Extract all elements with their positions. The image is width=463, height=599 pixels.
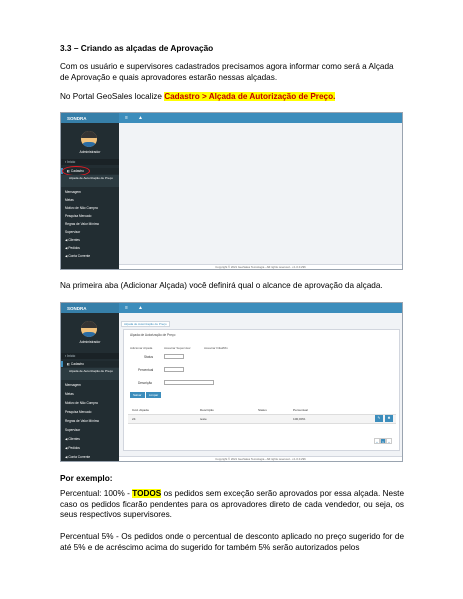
- sidebar-item-pedidos[interactable]: ◀ Pedidos: [65, 246, 80, 250]
- tab-associar-filial[interactable]: Associar Filial/Rtv: [204, 346, 228, 350]
- table-cell-percentual: 100,00%: [293, 417, 306, 421]
- sidebar-item-conta-corrente[interactable]: ◀ Conta Corrente: [65, 455, 91, 459]
- portal-instruction: [60, 92, 404, 103]
- admin-label: Administrador: [79, 150, 101, 154]
- menu-toggle-icon[interactable]: ≡: [125, 305, 128, 311]
- tab-associar-supervisor[interactable]: Associar Supervisor: [164, 346, 191, 350]
- pagination-page[interactable]: 1: [380, 438, 386, 444]
- example1-prefix: Percentual: 100% -: [60, 489, 133, 498]
- table-header-descricao: Descrição: [200, 408, 214, 412]
- table-row: [128, 414, 396, 424]
- tab-adicionar-alcada[interactable]: Adicionar Alçada: [130, 346, 153, 350]
- example-heading: Por exemplo:: [60, 473, 113, 483]
- screenshot-alcada-form: [60, 302, 403, 462]
- pagination-prev[interactable]: «: [374, 438, 380, 444]
- sidebar-item-motivo[interactable]: Motivo de Não Compra: [65, 401, 98, 405]
- descricao-input[interactable]: [164, 380, 214, 385]
- avatar: [81, 321, 97, 337]
- delete-icon[interactable]: ✖: [385, 415, 393, 422]
- sidebar-item-metas[interactable]: Metas: [65, 392, 74, 396]
- table-cell-descricao: teste: [200, 417, 207, 421]
- sidebar-item-motivo[interactable]: Motivo de Não Compra: [65, 206, 98, 210]
- salvar-button[interactable]: Salvar: [130, 392, 145, 398]
- table-header-codigo: Cód. Alçada: [132, 408, 149, 412]
- table-header-percentual: Percentual: [293, 408, 308, 412]
- sidebar-item-pedidos[interactable]: ◀ Pedidos: [65, 446, 80, 450]
- example-100-percent: [60, 489, 404, 521]
- status-label: Status: [144, 355, 154, 359]
- submenu-item-alcada[interactable]: Alçada de Autorização de Preço: [69, 369, 114, 373]
- side-header[interactable]: ▪ Início: [61, 159, 119, 165]
- brand-logo: SONDRA: [61, 303, 119, 313]
- sidebar-item-cadastro[interactable]: ◧ Cadastro: [61, 361, 119, 367]
- instruction-highlight: Cadastro > Alçada de Autorização de Preço.: [164, 92, 336, 101]
- sidebar-item-clientes[interactable]: ◀ Clientes: [65, 238, 80, 242]
- top-bar: [61, 113, 402, 123]
- sidebar: [61, 123, 119, 269]
- sidebar-item-regras[interactable]: Regras de Valor Mínimo: [65, 222, 100, 226]
- footer: Copyright © 2021 GeoSales Tecnologia - Alll rights reserved - v.1.0.0.296: [119, 264, 402, 269]
- page-tab[interactable]: Alçada de Autorização de Preço: [121, 321, 170, 327]
- sidebar-item-supervisor[interactable]: Supervisor: [65, 428, 81, 432]
- menu-toggle-icon[interactable]: ≡: [125, 115, 128, 121]
- section-heading: 3.3 – Criando as alçadas de Aprovação: [60, 43, 214, 53]
- sidebar-item-metas[interactable]: Metas: [65, 198, 74, 202]
- sidebar-item-pesquisa[interactable]: Pesquisa Mercado: [65, 214, 92, 218]
- sidebar: [61, 313, 119, 461]
- sidebar-item-clientes[interactable]: ◀ Clientes: [65, 437, 80, 441]
- example-5-percent: Percentual 5% - Os pedidos onde o percentual de desconto aplicado no preço sugerido for de até 5% e de acréscimo acima do sugerido for também 5% serão autorizados pelos: [60, 532, 404, 552]
- submenu-item-alcada[interactable]: Alçada de Autorização de Preço: [69, 176, 114, 180]
- top-bar: [61, 303, 402, 313]
- side-header[interactable]: ▪ Início: [61, 353, 119, 359]
- sidebar-item-pesquisa[interactable]: Pesquisa Mercado: [65, 410, 92, 414]
- home-icon[interactable]: ▲: [138, 305, 143, 311]
- between-paragraph: Na primeira aba (Adicionar Alçada) você definirá qual o alcance de aprovação da alçada.: [60, 281, 383, 290]
- sidebar-item-mensagem[interactable]: Mensagem: [65, 383, 81, 387]
- example1-highlight: TODOS: [132, 489, 162, 498]
- edit-icon[interactable]: ✎: [375, 415, 383, 422]
- table-header-status: Status: [258, 408, 267, 412]
- sidebar-item-supervisor[interactable]: Supervisor: [65, 230, 81, 234]
- admin-label: Administrador: [79, 340, 101, 344]
- table-cell-codigo: 24: [132, 417, 136, 421]
- sidebar-item-regras[interactable]: Regras de Valor Mínimo: [65, 419, 100, 423]
- percentual-input[interactable]: [164, 367, 184, 372]
- screenshot-portal-menu: [60, 112, 403, 270]
- footer: Copyright © 2021 GeoSales Tecnologia - Alll rights reserved - v.1.0.0.296: [119, 456, 402, 461]
- limpar-button[interactable]: Limpar: [146, 392, 161, 398]
- breadcrumb: Alçada de Autorização de Preço: [130, 333, 176, 337]
- example1-rest: os pedidos sem exceção serão aprovados por essa alçada. Neste caso os pedidos ficarão pendentes para os aprovadores direto de cada vendedor, ou seja, os seus respectivos supervisores.: [60, 489, 404, 519]
- instruction-prefix: No Portal GeoSales localize: [60, 92, 165, 101]
- sidebar-item-cadastro[interactable]: ◧ Cadastro: [61, 168, 119, 174]
- intro-paragraph: Com os usuário e supervisores cadastrados precisamos agora informar como será a Alçada de Aprovação e quais aprovadores estarão nessas alçadas.: [60, 62, 394, 82]
- content-panel: [123, 329, 400, 451]
- sidebar-item-conta-corrente[interactable]: ◀ Conta Corrente: [65, 254, 91, 258]
- percentual-label: Percentual: [138, 368, 154, 372]
- status-input[interactable]: [164, 354, 184, 359]
- home-icon[interactable]: ▲: [138, 115, 143, 121]
- avatar: [81, 131, 97, 147]
- submenu: [61, 368, 119, 380]
- submenu: [61, 175, 119, 187]
- pagination-next[interactable]: »: [386, 438, 392, 444]
- brand-logo: SONDRA: [61, 113, 119, 123]
- descricao-label: Descrição: [138, 381, 153, 385]
- sidebar-item-mensagem[interactable]: Mensagem: [65, 190, 81, 194]
